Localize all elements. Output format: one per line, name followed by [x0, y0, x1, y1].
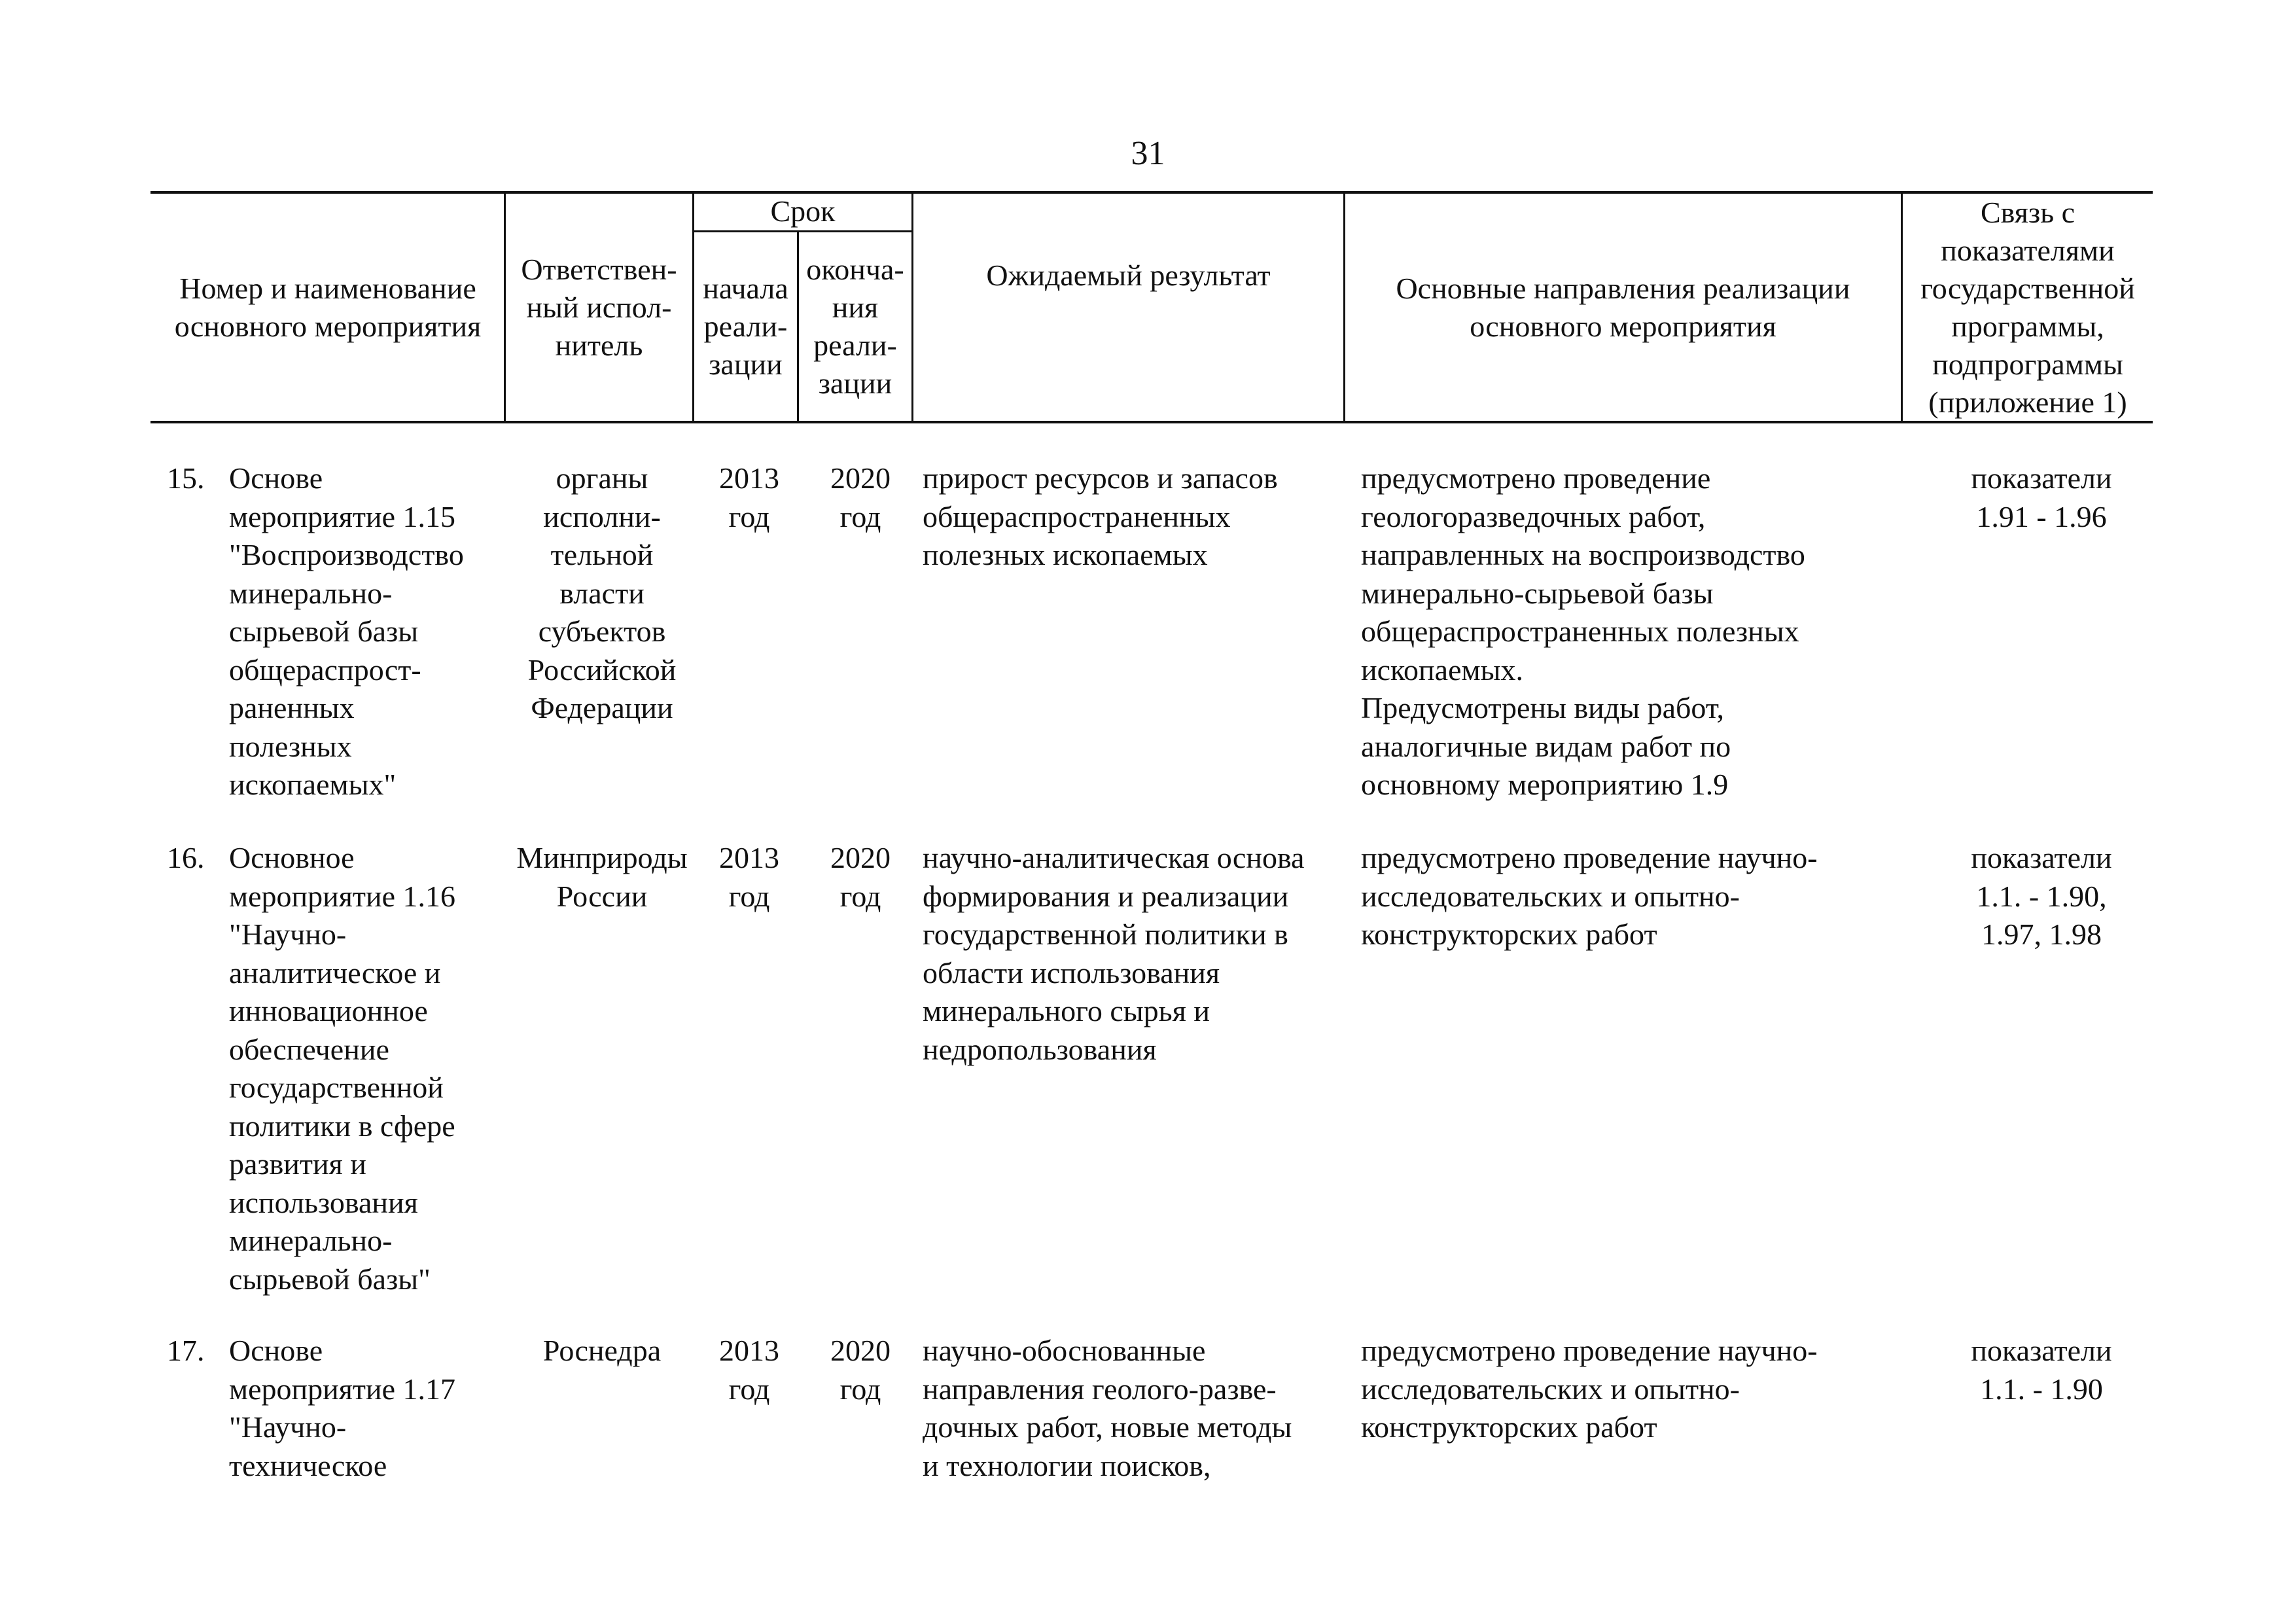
page-number: 31 [1131, 135, 1165, 172]
header-executor [506, 194, 692, 421]
row-result: научно-аналитическая основа формирования и реализации государственной политики в области использования минерального сырья и недропользования [923, 841, 1305, 1066]
row-directions: предусмотрено проведение научно- исследовательских и опытно- конструкторских работ [1361, 1334, 1818, 1444]
row-end: 2020 год [830, 1334, 891, 1406]
header-directions [1345, 194, 1901, 421]
row-result: прирост ресурсов и запасов общераспространенных полезных ископаемых [923, 461, 1278, 571]
row-number: 15. [167, 461, 205, 495]
header-name [152, 194, 504, 421]
row-name: Основе мероприятие 1.15 "Воспроизводство минерально- сырьевой базы общераспрост- раненных полезных ископаемых" [229, 461, 464, 801]
row-name: Основе мероприятие 1.17 "Научно- техническое [229, 1334, 456, 1482]
header-term [694, 192, 911, 230]
header-start [694, 232, 797, 421]
row-start: 2013 год [719, 461, 779, 533]
row-executor: Роснедра [542, 1334, 662, 1367]
row-number: 16. [167, 841, 205, 874]
row-executor: Минприроды России [516, 841, 688, 913]
row-start: 2013 год [719, 841, 779, 913]
header-end-text: оконча-ния реали-зации [806, 253, 904, 400]
header-bottom-rule [150, 421, 2153, 423]
header-result [913, 194, 1343, 357]
row-link: показатели 1.91 - 1.96 [1971, 461, 2112, 533]
row-end: 2020 год [830, 461, 891, 533]
header-link [1903, 194, 2153, 421]
row-number: 17. [167, 1334, 205, 1367]
row-link: показатели 1.1. - 1.90 [1971, 1334, 2112, 1406]
row-start: 2013 год [719, 1334, 779, 1406]
header-name-text: Номер и наименование основного мероприятия [174, 271, 482, 343]
header-result-text: Ожидаемый результат [986, 259, 1271, 292]
row-result: научно-обоснованные направления геолого-разве- дочных работ, новые методы и технологии поисков, [923, 1334, 1292, 1482]
header-link-text: Связь с показателями государственной программы, подпрограммы (приложение 1) [1920, 195, 2135, 419]
row-name: Основное мероприятие 1.16 "Научно- аналитическое и инновационное обеспечение государственной политики в сфере развития и использования минерально- сырьевой базы" [229, 841, 456, 1296]
header-end [799, 232, 911, 421]
row-directions: предусмотрено проведение геологоразведочных работ, направленных на воспроизводство минерально-сырьевой базы общераспространенных полезных ископаемых. Предусмотрены виды работ, аналогичные видам работ по основному мероприятию 1.9 [1361, 461, 1805, 801]
row-directions: предусмотрено проведение научно- исследовательских и опытно- конструкторских работ [1361, 841, 1818, 951]
row-link: показатели 1.1. - 1.90, 1.97, 1.98 [1971, 841, 2112, 951]
header-term-text: Срок [770, 194, 836, 228]
header-directions-text: Основные направления реализации основного мероприятия [1396, 271, 1850, 343]
row-end: 2020 год [830, 841, 891, 913]
header-start-text: начала реали-зации [703, 272, 788, 381]
row-executor: органы исполни- тельной власти субъектов Российской Федерации [527, 461, 677, 724]
header-executor-text: Ответствен-ный испол-нитель [521, 252, 677, 362]
